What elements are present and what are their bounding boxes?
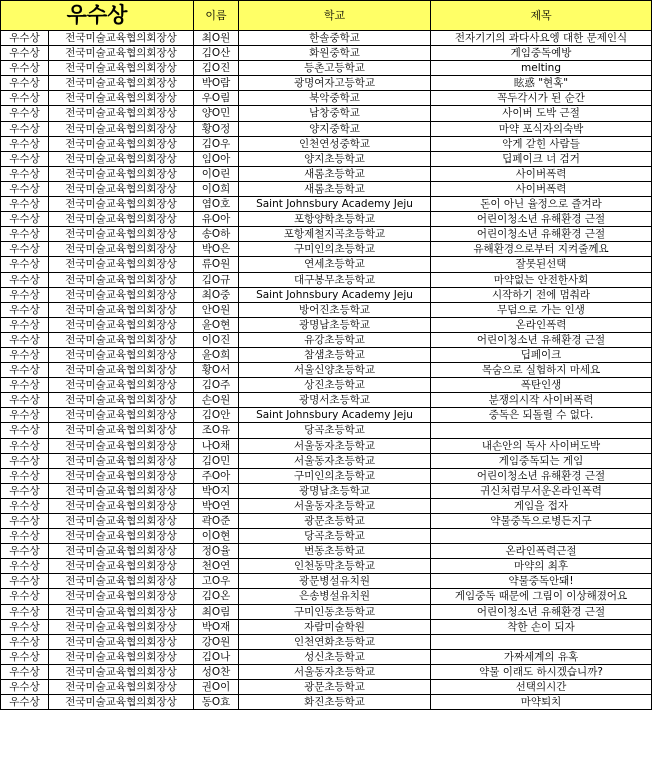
name-cell: 염O호 — [194, 197, 239, 212]
award-cell: 우수상 — [1, 393, 49, 408]
name-cell: 임O아 — [194, 151, 239, 166]
school-cell: 당곡초등학교 — [239, 423, 431, 438]
school-cell: 양지초등학교 — [239, 151, 431, 166]
school-cell: 참샘초등학교 — [239, 347, 431, 362]
name-cell: 황O서 — [194, 363, 239, 378]
subject-cell: 게임을 접자 — [431, 498, 652, 513]
school-cell: 광명남초등학교 — [239, 483, 431, 498]
table-body — [1, 31, 652, 710]
school-cell: 남창중학교 — [239, 106, 431, 121]
name-cell: 최O중 — [194, 287, 239, 302]
school-cell: 화원중학교 — [239, 46, 431, 61]
school-cell: 인천연성중학교 — [239, 136, 431, 151]
school-cell: 인천연화초등학교 — [239, 634, 431, 649]
award-cell: 우수상 — [1, 559, 49, 574]
org-cell: 전국미술교육협의회장상 — [49, 408, 194, 423]
name-cell: 우O림 — [194, 91, 239, 106]
subject-header: 제목 — [431, 1, 652, 31]
award-cell: 우수상 — [1, 634, 49, 649]
school-cell: Saint Johnsbury Academy Jeju — [239, 287, 431, 302]
table-row — [1, 498, 652, 513]
award-cell: 우수상 — [1, 347, 49, 362]
school-cell: 상진초등학교 — [239, 378, 431, 393]
subject-cell: 眩惑 "현혹" — [431, 76, 652, 91]
subject-cell: melting — [431, 61, 652, 76]
name-cell: 류O원 — [194, 257, 239, 272]
school-cell: 서울동자초등학교 — [239, 453, 431, 468]
name-cell: 손O원 — [194, 393, 239, 408]
award-cell: 우수상 — [1, 695, 49, 710]
org-cell: 전국미술교육협의회장상 — [49, 347, 194, 362]
award-cell: 우수상 — [1, 317, 49, 332]
award-cell: 우수상 — [1, 363, 49, 378]
table-row — [1, 46, 652, 61]
table-row — [1, 272, 652, 287]
school-cell: 포항제철지곡초등학교 — [239, 227, 431, 242]
subject-cell: 유해환경으로부터 지켜줄께요 — [431, 242, 652, 257]
subject-cell: 마약퇴치 — [431, 695, 652, 710]
org-cell: 전국미술교육협의회장상 — [49, 227, 194, 242]
subject-cell: 잘못된선택 — [431, 257, 652, 272]
name-cell: 나O채 — [194, 438, 239, 453]
table-row — [1, 91, 652, 106]
award-cell: 우수상 — [1, 619, 49, 634]
table-row — [1, 197, 652, 212]
table-row — [1, 544, 652, 559]
subject-cell: 착한 손이 되자 — [431, 619, 652, 634]
award-cell: 우수상 — [1, 136, 49, 151]
name-cell: 권O이 — [194, 680, 239, 695]
school-cell: 인천동막초등학교 — [239, 559, 431, 574]
subject-cell: 약물중독으로병든지구 — [431, 514, 652, 529]
org-cell: 전국미술교육협의회장상 — [49, 76, 194, 91]
subject-cell: 온라인폭력 — [431, 317, 652, 332]
subject-cell: 돈이 아닌 율정으로 즐겨라 — [431, 197, 652, 212]
subject-cell: 어린이청소년 유해환경 근절 — [431, 227, 652, 242]
subject-cell: 사이버폭력 — [431, 166, 652, 181]
name-cell: 박O지 — [194, 483, 239, 498]
org-cell: 전국미술교육협의회장상 — [49, 559, 194, 574]
name-cell: 고O우 — [194, 574, 239, 589]
subject-cell: 어린이청소년 유해환경 근절 — [431, 212, 652, 227]
award-cell: 우수상 — [1, 46, 49, 61]
school-cell: 새롬초등학교 — [239, 166, 431, 181]
org-cell: 전국미술교육협의회장상 — [49, 649, 194, 664]
name-cell: 최O원 — [194, 31, 239, 46]
table-row — [1, 664, 652, 679]
org-cell: 전국미술교육협의회장상 — [49, 363, 194, 378]
table-row — [1, 212, 652, 227]
award-cell: 우수상 — [1, 31, 49, 46]
org-cell: 전국미술교육협의회장상 — [49, 272, 194, 287]
name-cell: 박O연 — [194, 498, 239, 513]
name-cell: 정O율 — [194, 544, 239, 559]
subject-cell: 마약 포식자의숙박 — [431, 121, 652, 136]
org-cell: 전국미술교육협의회장상 — [49, 544, 194, 559]
table-row — [1, 634, 652, 649]
org-cell: 전국미술교육협의회장상 — [49, 31, 194, 46]
school-cell: 포항양학초등학교 — [239, 212, 431, 227]
subject-cell: 온라인폭력근절 — [431, 544, 652, 559]
name-cell: 윤O현 — [194, 317, 239, 332]
table-row — [1, 453, 652, 468]
org-cell: 전국미술교육협의회장상 — [49, 151, 194, 166]
award-cell: 우수상 — [1, 498, 49, 513]
subject-cell: 딥페이크 — [431, 347, 652, 362]
school-cell: 광문초등학교 — [239, 514, 431, 529]
award-cell: 우수상 — [1, 680, 49, 695]
table-row — [1, 408, 652, 423]
table-row — [1, 181, 652, 196]
table-row — [1, 227, 652, 242]
award-cell: 우수상 — [1, 166, 49, 181]
subject-cell: 게임중독예방 — [431, 46, 652, 61]
school-cell: 한솔중학교 — [239, 31, 431, 46]
table-row — [1, 574, 652, 589]
org-cell: 전국미술교육협의회장상 — [49, 197, 194, 212]
award-cell: 우수상 — [1, 302, 49, 317]
school-cell: Saint Johnsbury Academy Jeju — [239, 408, 431, 423]
school-cell: 구미인의초등학교 — [239, 242, 431, 257]
table-row — [1, 514, 652, 529]
org-cell: 전국미술교육협의회장상 — [49, 664, 194, 679]
award-cell: 우수상 — [1, 332, 49, 347]
school-cell: 구미인의초등학교 — [239, 468, 431, 483]
name-cell: 성O찬 — [194, 664, 239, 679]
name-cell: 이O진 — [194, 332, 239, 347]
award-cell: 우수상 — [1, 483, 49, 498]
org-cell: 전국미술교육협의회장상 — [49, 287, 194, 302]
school-cell: 서울동자초등학교 — [239, 664, 431, 679]
table-row — [1, 136, 652, 151]
award-cell: 우수상 — [1, 61, 49, 76]
table-row — [1, 529, 652, 544]
school-cell: 광문초등학교 — [239, 680, 431, 695]
school-header: 학교 — [239, 1, 431, 31]
org-cell: 전국미술교육협의회장상 — [49, 453, 194, 468]
name-cell: 최O림 — [194, 604, 239, 619]
award-cell: 우수상 — [1, 544, 49, 559]
table-row — [1, 76, 652, 91]
table-row — [1, 121, 652, 136]
school-cell: 광문병설유치원 — [239, 574, 431, 589]
award-cell: 우수상 — [1, 106, 49, 121]
award-cell: 우수상 — [1, 121, 49, 136]
table-row — [1, 317, 652, 332]
name-cell: 이O린 — [194, 166, 239, 181]
name-cell: 박O재 — [194, 619, 239, 634]
org-cell: 전국미술교육협의회장상 — [49, 695, 194, 710]
table-row — [1, 302, 652, 317]
award-cell: 우수상 — [1, 423, 49, 438]
subject-cell — [431, 529, 652, 544]
table-row — [1, 695, 652, 710]
school-cell: 서울신양초등학교 — [239, 363, 431, 378]
table-row — [1, 604, 652, 619]
school-cell: 광명서초등학교 — [239, 393, 431, 408]
award-cell: 우수상 — [1, 151, 49, 166]
name-cell: 김O나 — [194, 649, 239, 664]
table-row — [1, 257, 652, 272]
subject-cell: 가짜세계의 유혹 — [431, 649, 652, 664]
school-cell: 서울동자초등학교 — [239, 438, 431, 453]
name-cell: 김O안 — [194, 408, 239, 423]
name-cell: 박O람 — [194, 76, 239, 91]
org-cell: 전국미술교육협의회장상 — [49, 106, 194, 121]
org-cell: 전국미술교육협의회장상 — [49, 212, 194, 227]
table-row — [1, 559, 652, 574]
subject-cell: 귀신처럼무서운온라인폭력 — [431, 483, 652, 498]
school-cell: 당곡초등학교 — [239, 529, 431, 544]
school-cell: 성신초등학교 — [239, 649, 431, 664]
name-cell: 김O산 — [194, 46, 239, 61]
school-cell: 화진초등학교 — [239, 695, 431, 710]
table-row — [1, 619, 652, 634]
name-cell: 김O진 — [194, 61, 239, 76]
org-cell: 전국미술교육협의회장상 — [49, 257, 194, 272]
subject-cell: 마약없는 안전한사회 — [431, 272, 652, 287]
org-cell: 전국미술교육협의회장상 — [49, 181, 194, 196]
subject-cell — [431, 423, 652, 438]
name-cell: 박O은 — [194, 242, 239, 257]
subject-cell: 어린이청소년 유해환경 근절 — [431, 468, 652, 483]
name-cell: 유O아 — [194, 212, 239, 227]
subject-cell: 전자기기의 과다사요엥 대한 문제인식 — [431, 31, 652, 46]
org-cell: 전국미술교육협의회장상 — [49, 302, 194, 317]
org-cell: 전국미술교육협의회장상 — [49, 619, 194, 634]
school-cell: 양지중학교 — [239, 121, 431, 136]
subject-cell — [431, 634, 652, 649]
name-cell: 김O민 — [194, 453, 239, 468]
award-cell: 우수상 — [1, 514, 49, 529]
org-cell: 전국미술교육협의회장상 — [49, 438, 194, 453]
school-cell: 자람미술학원 — [239, 619, 431, 634]
school-cell: 번동초등학교 — [239, 544, 431, 559]
org-cell: 전국미술교육협의회장상 — [49, 317, 194, 332]
school-cell: 새롬초등학교 — [239, 181, 431, 196]
name-cell: 강O원 — [194, 634, 239, 649]
org-cell: 전국미술교육협의회장상 — [49, 378, 194, 393]
award-cell: 우수상 — [1, 287, 49, 302]
table-row — [1, 363, 652, 378]
school-cell: Saint Johnsbury Academy Jeju — [239, 197, 431, 212]
award-cell: 우수상 — [1, 242, 49, 257]
subject-cell: 게임중독 때문에 그림이 이상해졌어요 — [431, 589, 652, 604]
subject-cell: 어린이청소년 유해환경 근절 — [431, 332, 652, 347]
table-row — [1, 31, 652, 46]
org-cell: 전국미술교육협의회장상 — [49, 121, 194, 136]
subject-cell: 게임중독되는 게임 — [431, 453, 652, 468]
org-cell: 전국미술교육협의회장상 — [49, 529, 194, 544]
org-cell: 전국미술교육협의회장상 — [49, 46, 194, 61]
table-row — [1, 242, 652, 257]
name-header: 이름 — [194, 1, 239, 31]
org-cell: 전국미술교육협의회장상 — [49, 393, 194, 408]
award-cell: 우수상 — [1, 378, 49, 393]
org-cell: 전국미술교육협의회장상 — [49, 61, 194, 76]
name-cell: 곽O준 — [194, 514, 239, 529]
org-cell: 전국미술교육협의회장상 — [49, 514, 194, 529]
subject-cell: 시작하기 전에 멈춰라 — [431, 287, 652, 302]
award-cell: 우수상 — [1, 468, 49, 483]
subject-cell: 폭탄인생 — [431, 378, 652, 393]
org-cell: 전국미술교육협의회장상 — [49, 483, 194, 498]
award-cell: 우수상 — [1, 453, 49, 468]
table-row — [1, 332, 652, 347]
name-cell: 조O유 — [194, 423, 239, 438]
award-cell: 우수상 — [1, 257, 49, 272]
subject-cell: 무덤으로 가는 인생 — [431, 302, 652, 317]
award-cell: 우수상 — [1, 227, 49, 242]
name-cell: 김O주 — [194, 378, 239, 393]
org-cell: 전국미술교육협의회장상 — [49, 91, 194, 106]
table-row — [1, 287, 652, 302]
org-cell: 전국미술교육협의회장상 — [49, 166, 194, 181]
school-cell: 북악중학교 — [239, 91, 431, 106]
table-row — [1, 166, 652, 181]
org-cell: 전국미술교육협의회장상 — [49, 332, 194, 347]
award-cell: 우수상 — [1, 604, 49, 619]
award-cell: 우수상 — [1, 574, 49, 589]
subject-cell: 목숨으로 실험하지 마세요 — [431, 363, 652, 378]
subject-cell: 내손안의 독사 사이버도박 — [431, 438, 652, 453]
school-cell: 등촌고등학교 — [239, 61, 431, 76]
name-cell: 동O효 — [194, 695, 239, 710]
school-cell: 서울동자초등학교 — [239, 498, 431, 513]
award-cell: 우수상 — [1, 272, 49, 287]
award-cell: 우수상 — [1, 529, 49, 544]
table-row — [1, 393, 652, 408]
table-row — [1, 438, 652, 453]
table-row — [1, 423, 652, 438]
school-cell: 은송병설유치원 — [239, 589, 431, 604]
school-cell: 연세초등학교 — [239, 257, 431, 272]
table-row — [1, 378, 652, 393]
table-row — [1, 649, 652, 664]
name-cell: 주O아 — [194, 468, 239, 483]
award-cell: 우수상 — [1, 197, 49, 212]
award-cell: 우수상 — [1, 589, 49, 604]
table-row — [1, 589, 652, 604]
table-row — [1, 468, 652, 483]
name-cell: 김O온 — [194, 589, 239, 604]
org-cell: 전국미술교육협의회장상 — [49, 136, 194, 151]
table-row — [1, 680, 652, 695]
org-cell: 전국미술교육협의회장상 — [49, 242, 194, 257]
school-cell: 광명남초등학교 — [239, 317, 431, 332]
subject-cell: 마약의 최후 — [431, 559, 652, 574]
org-cell: 전국미술교육협의회장상 — [49, 468, 194, 483]
name-cell: 김O규 — [194, 272, 239, 287]
subject-cell: 약물중독안돼! — [431, 574, 652, 589]
name-cell: 황O정 — [194, 121, 239, 136]
name-cell: 송O하 — [194, 227, 239, 242]
org-cell: 전국미술교육협의회장상 — [49, 634, 194, 649]
subject-cell: 어린이청소년 유해환경 근절 — [431, 604, 652, 619]
award-cell: 우수상 — [1, 76, 49, 91]
table-row — [1, 106, 652, 121]
award-cell: 우수상 — [1, 664, 49, 679]
table-row — [1, 61, 652, 76]
award-cell: 우수상 — [1, 438, 49, 453]
org-cell: 전국미술교육협의회장상 — [49, 498, 194, 513]
name-cell: 김O우 — [194, 136, 239, 151]
subject-cell: 딥페이크 너 검거 — [431, 151, 652, 166]
name-cell: 천O연 — [194, 559, 239, 574]
org-cell: 전국미술교육협의회장상 — [49, 423, 194, 438]
subject-cell: 악게 갇힌 사람들 — [431, 136, 652, 151]
subject-cell: 분쟁의시작 사이버폭력 — [431, 393, 652, 408]
award-cell: 우수상 — [1, 91, 49, 106]
school-cell: 구미인동초등학교 — [239, 604, 431, 619]
award-cell: 우수상 — [1, 408, 49, 423]
school-cell: 대구봉무초등학교 — [239, 272, 431, 287]
award-cell: 우수상 — [1, 212, 49, 227]
org-cell: 전국미술교육협의회장상 — [49, 574, 194, 589]
award-title: 우수상 — [1, 1, 194, 31]
award-cell: 우수상 — [1, 181, 49, 196]
subject-cell: 사이버 도박 근절 — [431, 106, 652, 121]
org-cell: 전국미술교육협의회장상 — [49, 604, 194, 619]
school-cell: 광명여자고등학교 — [239, 76, 431, 91]
name-cell: 이O현 — [194, 529, 239, 544]
table-row — [1, 347, 652, 362]
name-cell: 안O원 — [194, 302, 239, 317]
name-cell: 윤O희 — [194, 347, 239, 362]
subject-cell: 중독은 되돌릴 수 없다. — [431, 408, 652, 423]
table-row — [1, 483, 652, 498]
school-cell: 유강초등학교 — [239, 332, 431, 347]
subject-cell: 사이버폭력 — [431, 181, 652, 196]
name-cell: 양O민 — [194, 106, 239, 121]
subject-cell: 꼭두각시가 된 순간 — [431, 91, 652, 106]
subject-cell: 약물 이래도 하시겠습니까? — [431, 664, 652, 679]
school-cell: 방어진초등학교 — [239, 302, 431, 317]
award-cell: 우수상 — [1, 649, 49, 664]
org-cell: 전국미술교육협의회장상 — [49, 589, 194, 604]
header-row — [1, 1, 652, 31]
subject-cell: 선택의시간 — [431, 680, 652, 695]
org-cell: 전국미술교육협의회장상 — [49, 680, 194, 695]
table-row — [1, 151, 652, 166]
name-cell: 이O희 — [194, 181, 239, 196]
